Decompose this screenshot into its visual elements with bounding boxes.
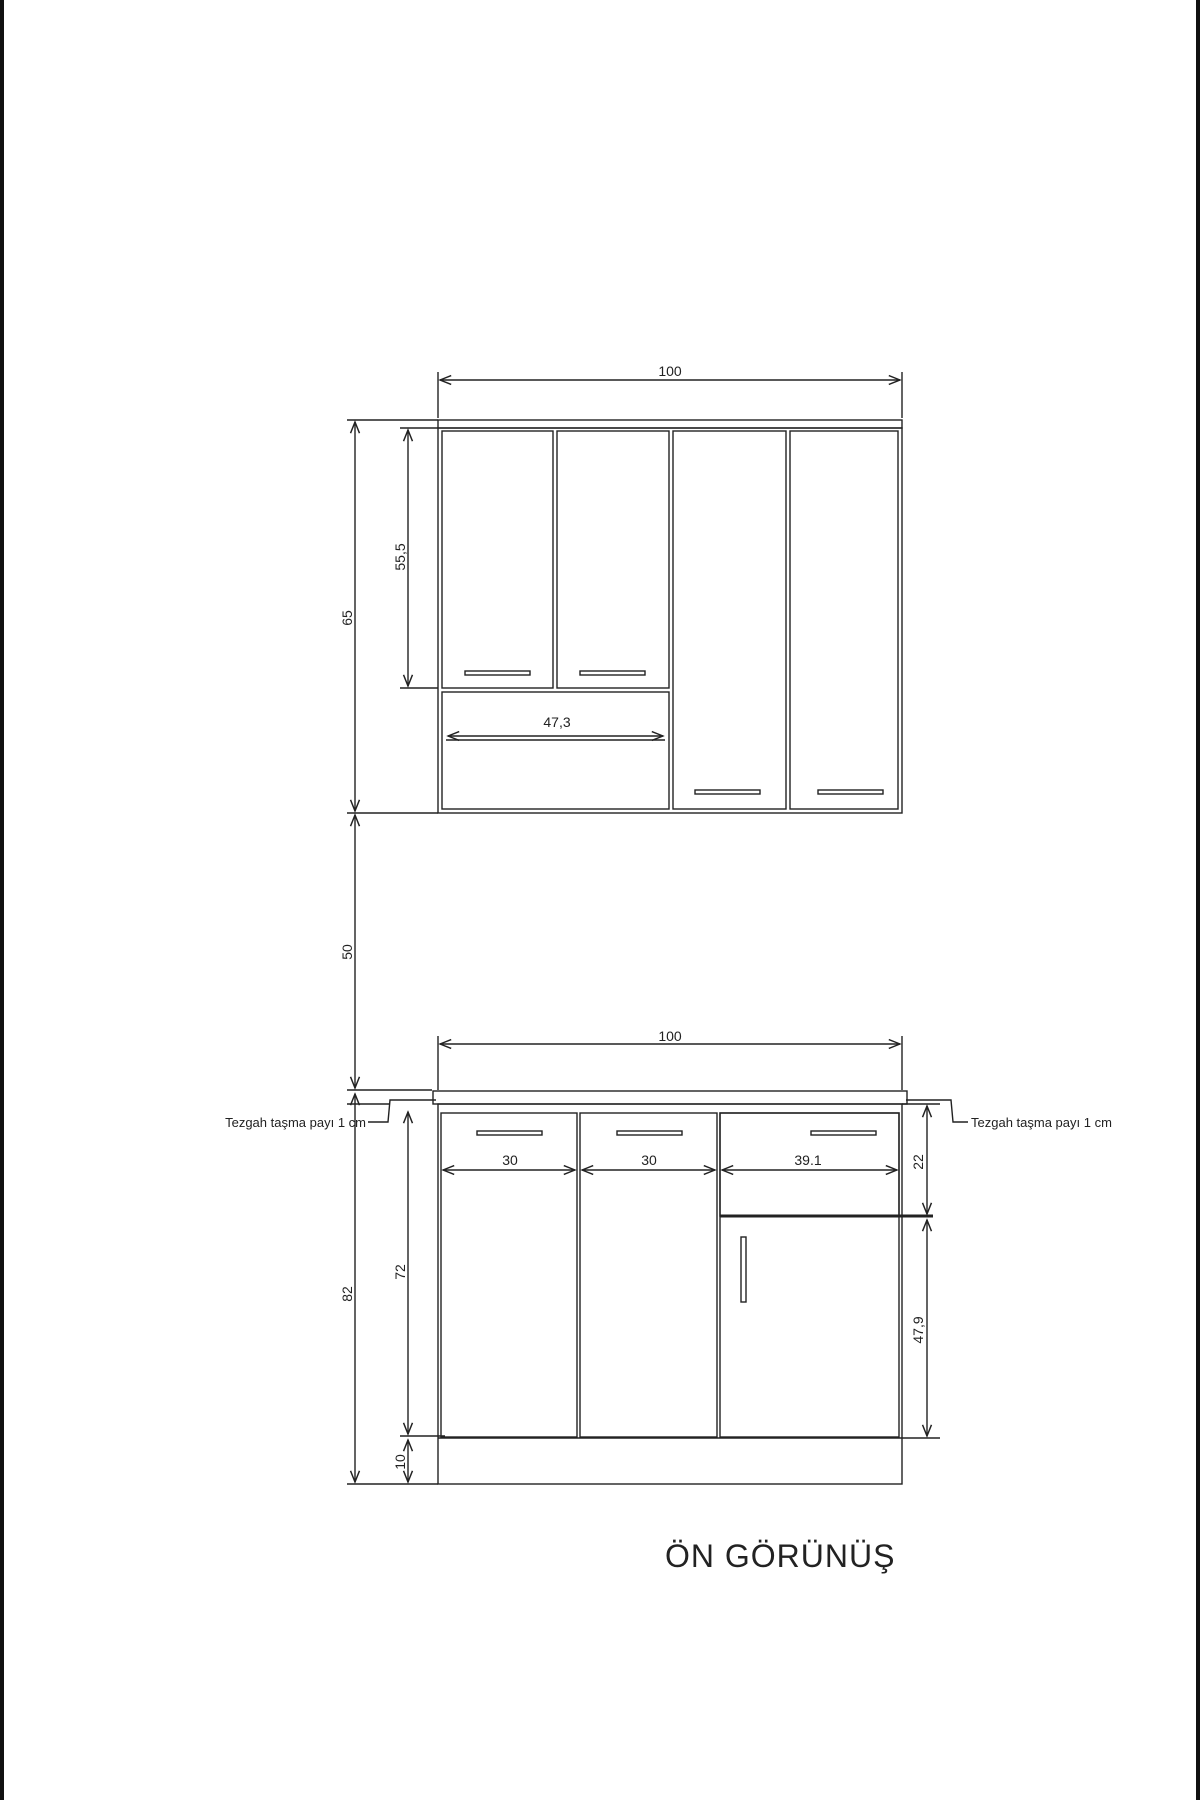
drawer-handle bbox=[811, 1131, 876, 1135]
view-title: ÖN GÖRÜNÜŞ bbox=[665, 1538, 896, 1574]
lower-width-label: 100 bbox=[658, 1028, 682, 1044]
lower-total-height-dim-line bbox=[347, 1094, 438, 1484]
upper-top-panel bbox=[438, 420, 902, 428]
upper-cabinet-body bbox=[438, 428, 902, 813]
lower-body-height-label: 72 bbox=[392, 1264, 408, 1280]
gap-dim-line bbox=[347, 815, 432, 1090]
door-handle bbox=[695, 790, 760, 794]
upper-door-height-label: 55,5 bbox=[392, 543, 408, 571]
drawer-width-label-3: 39.1 bbox=[794, 1152, 822, 1168]
gap-label: 50 bbox=[339, 944, 355, 960]
upper-door-1 bbox=[442, 431, 553, 688]
drawer-height-label: 22 bbox=[910, 1154, 926, 1170]
door-handle bbox=[465, 671, 530, 675]
door-handle-vertical bbox=[741, 1237, 746, 1302]
door-handle bbox=[580, 671, 645, 675]
overhang-note-right: Tezgah taşma payı 1 cm bbox=[971, 1115, 1112, 1130]
upper-height-label: 65 bbox=[339, 610, 355, 626]
upper-cabinet bbox=[438, 420, 902, 813]
lower-cabinet bbox=[433, 1091, 933, 1484]
overhang-note-left: Tezgah taşma payı 1 cm bbox=[225, 1115, 366, 1130]
upper-tall-door-4 bbox=[790, 431, 898, 809]
drawer-handle bbox=[477, 1131, 542, 1135]
plinth-height-label: 10 bbox=[392, 1454, 408, 1470]
drawer-width-label-2: 30 bbox=[641, 1152, 657, 1168]
countertop bbox=[433, 1091, 907, 1104]
drawer-handle bbox=[617, 1131, 682, 1135]
door-handle bbox=[818, 790, 883, 794]
lower-door-height-label: 47,9 bbox=[910, 1316, 926, 1344]
upper-height-dim-line bbox=[347, 420, 438, 813]
upper-open-shelf bbox=[442, 692, 669, 809]
upper-tall-door-3 bbox=[673, 431, 786, 809]
upper-shelf-width-label: 47,3 bbox=[543, 714, 571, 730]
lower-total-height-label: 82 bbox=[339, 1286, 355, 1302]
lower-width-dim-line bbox=[438, 1036, 902, 1090]
drawer-width-label-1: 30 bbox=[502, 1152, 518, 1168]
upper-width-label: 100 bbox=[658, 363, 682, 379]
upper-door-2 bbox=[557, 431, 669, 688]
